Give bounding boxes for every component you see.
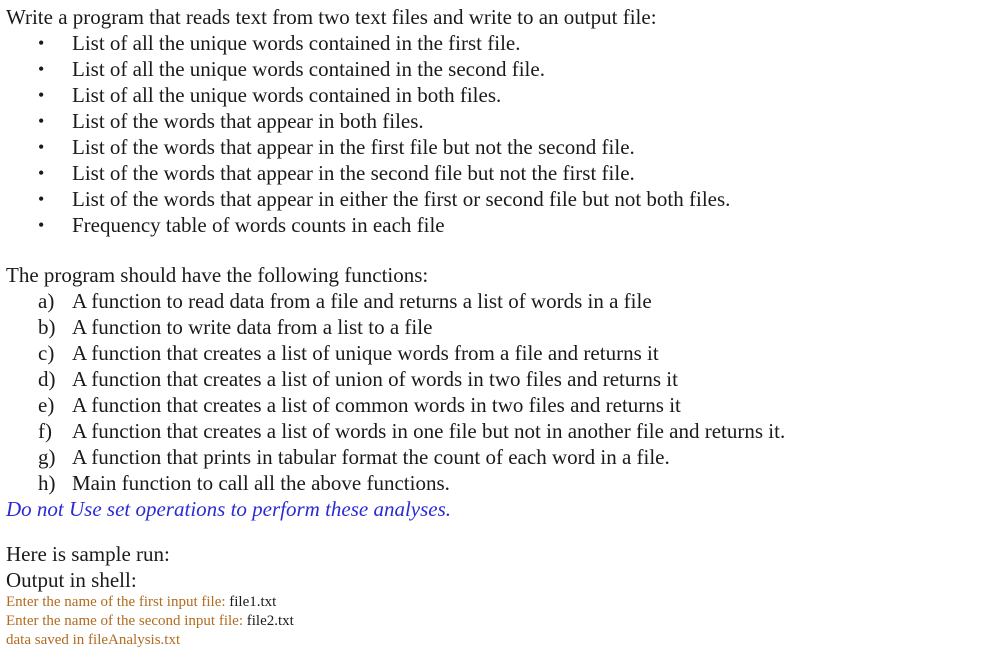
list-item xyxy=(6,82,986,108)
shell-prompt: Enter the name of the first input file: xyxy=(6,594,230,610)
list-marker: c) xyxy=(38,341,55,365)
function-item xyxy=(6,418,986,444)
bullet-icon: • xyxy=(38,59,45,79)
list-item-text: List of the words that appear in either the first or second file but not both files. xyxy=(72,187,731,211)
list-item xyxy=(6,30,986,56)
functions-list xyxy=(6,288,986,496)
list-item xyxy=(6,56,986,82)
shell-prompt: Enter the name of the second input file: xyxy=(6,613,247,629)
document-body xyxy=(6,0,986,650)
list-marker: f) xyxy=(38,419,52,443)
shell-line xyxy=(6,593,986,612)
function-item xyxy=(6,392,986,418)
list-item-text: List of all the unique words contained in the first file. xyxy=(72,31,521,55)
list-item-text: List of the words that appear in the first file but not the second file. xyxy=(72,135,635,159)
function-text: A function to write data from a list to a file xyxy=(72,315,433,339)
function-item xyxy=(6,444,986,470)
bullet-icon: • xyxy=(38,85,45,105)
function-text: A function that prints in tabular format the count of each word in a file. xyxy=(72,445,670,469)
shell-line xyxy=(6,612,986,631)
function-text: Main function to call all the above functions. xyxy=(72,471,450,495)
bullet-icon: • xyxy=(38,33,45,53)
function-item xyxy=(6,340,986,366)
list-item-text: List of all the unique words contained in both files. xyxy=(72,83,502,107)
sample-run-heading: Here is sample run: xyxy=(6,542,170,566)
list-marker: e) xyxy=(38,393,55,417)
function-text: A function that creates a list of words in one file but not in another file and returns it. xyxy=(72,419,786,443)
functions-heading: The program should have the following functions: xyxy=(6,263,429,287)
function-text: A function that creates a list of union of words in two files and returns it xyxy=(72,367,678,391)
requirements-list xyxy=(6,30,986,238)
list-marker: g) xyxy=(38,445,56,469)
list-item xyxy=(6,186,986,212)
function-text: A function that creates a list of unique words from a file and returns it xyxy=(72,341,659,365)
function-item xyxy=(6,470,986,496)
shell-line xyxy=(6,631,986,650)
list-item xyxy=(6,160,986,186)
function-item xyxy=(6,366,986,392)
list-item xyxy=(6,108,986,134)
function-text: A function that creates a list of common words in two files and returns it xyxy=(72,393,681,417)
list-item xyxy=(6,134,986,160)
bullet-icon: • xyxy=(38,163,45,183)
spacer xyxy=(6,238,986,262)
bullet-icon: • xyxy=(38,189,45,209)
set-operations-note: Do not Use set operations to perform these analyses. xyxy=(6,497,452,521)
bullet-icon: • xyxy=(38,215,45,235)
list-marker: d) xyxy=(38,367,56,391)
list-item-text: List of the words that appear in both files. xyxy=(72,109,424,133)
function-item xyxy=(6,314,986,340)
list-marker: b) xyxy=(38,315,56,339)
list-marker: a) xyxy=(38,289,55,313)
list-marker: h) xyxy=(38,471,56,495)
function-item xyxy=(6,288,986,314)
shell-input-value: file2.txt xyxy=(246,613,294,629)
shell-output-heading: Output in shell: xyxy=(6,568,137,592)
list-item-text: Frequency table of words counts in each file xyxy=(72,213,445,237)
bullet-icon: • xyxy=(38,137,45,157)
shell-saved-message: data saved in fileAnalysis.txt xyxy=(6,632,181,648)
intro-paragraph: Write a program that reads text from two text files and write to an output file: xyxy=(6,5,657,29)
shell-input-value: file1.txt xyxy=(229,594,277,610)
function-text: A function to read data from a file and returns a list of words in a file xyxy=(72,289,652,313)
list-item-text: List of all the unique words contained in the second file. xyxy=(72,57,545,81)
list-item xyxy=(6,212,986,238)
spacer xyxy=(6,522,986,541)
list-item-text: List of the words that appear in the second file but not the first file. xyxy=(72,161,635,185)
bullet-icon: • xyxy=(38,111,45,131)
